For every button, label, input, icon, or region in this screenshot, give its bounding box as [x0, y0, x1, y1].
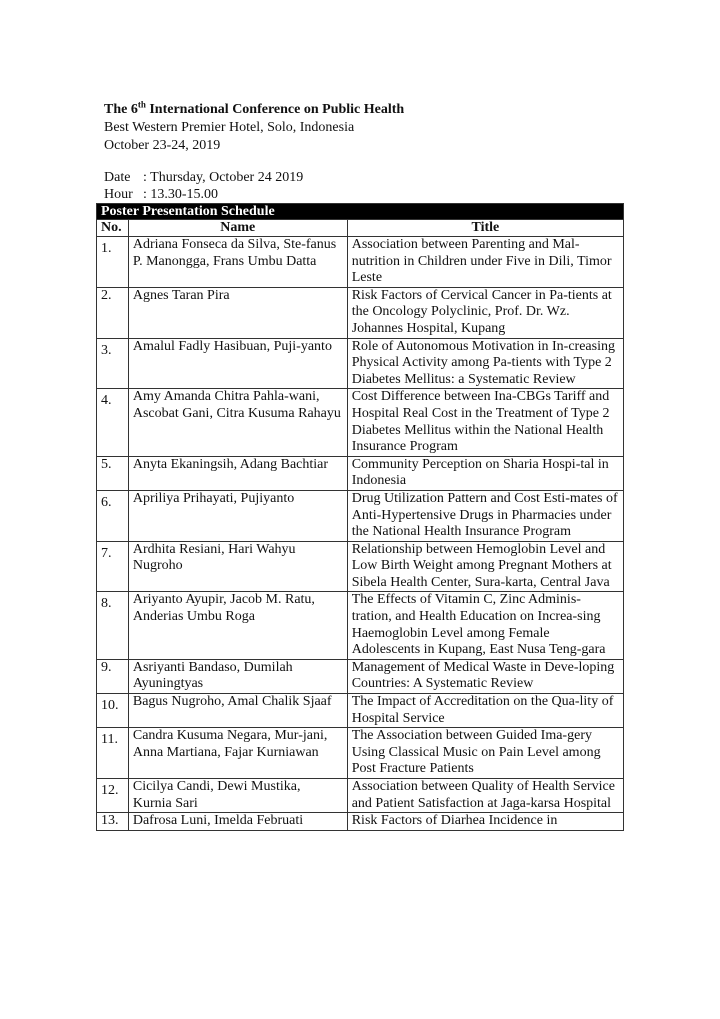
table-row [97, 592, 624, 659]
table-row [97, 237, 624, 288]
row-authors: Cicilya Candi, Dewi Mustika, Kurnia Sari [128, 779, 347, 813]
table-row [97, 287, 624, 338]
row-title: The Association between Guided Ima-gery Using Classical Music on Pain Level among Post Fracture Patients [347, 728, 623, 779]
row-title: The Impact of Accreditation on the Qua-lity of Hospital Service [347, 694, 623, 728]
row-title: Role of Autonomous Motivation in In-creasing Physical Activity among Pa-tients with Type 2 Diabetes Mellitus: a Systematic Review [347, 338, 623, 389]
date-value: : Thursday, October 24 2019 [143, 170, 304, 185]
row-title: Risk Factors of Diarhea Incidence in [347, 813, 623, 831]
row-number: 9. [97, 659, 129, 693]
poster-schedule-table [96, 203, 624, 831]
row-title: Community Perception on Sharia Hospi-tal in Indonesia [347, 456, 623, 490]
document-header [104, 101, 404, 155]
row-authors: Amalul Fadly Hasibuan, Puji-yanto [128, 338, 347, 389]
row-number: 8. [97, 592, 129, 659]
conference-title [104, 101, 404, 119]
table-header-row [97, 220, 624, 237]
row-authors: Agnes Taran Pira [128, 287, 347, 338]
row-title: Cost Difference between Ina-CBGs Tariff and Hospital Real Cost in the Treatment of Type 2 Diabetes Mellitus within the National Health Insurance Program [347, 389, 623, 456]
venue: Best Western Premier Hotel, Solo, Indonesia [104, 120, 355, 135]
table-row [97, 813, 624, 831]
row-number: 13. [97, 813, 129, 831]
row-number: 11. [97, 728, 129, 779]
row-authors: Amy Amanda Chitra Pahla-wani, Ascobat Gani, Citra Kusuma Rahayu [128, 389, 347, 456]
table-row [97, 779, 624, 813]
hour-label: Hour [104, 187, 133, 202]
title-superscript: th [137, 99, 146, 110]
row-title: Association between Quality of Health Service and Patient Satisfaction at Jaga-karsa Hospital [347, 779, 623, 813]
row-title: Risk Factors of Cervical Cancer in Pa-tients at the Oncology Polyclinic, Prof. Dr. Wz. Johannes Hospital, Kupang [347, 287, 623, 338]
row-authors: Apriliya Prihayati, Pujiyanto [128, 490, 347, 541]
row-number: 3. [97, 338, 129, 389]
hour-value: : 13.30-15.00 [143, 187, 219, 202]
column-header-name: Name [128, 220, 347, 237]
row-title: Drug Utilization Pattern and Cost Esti-mates of Anti-Hypertensive Drugs in Pharmacies under the National Health Insurance Program [347, 490, 623, 541]
row-authors: Anyta Ekaningsih, Adang Bachtiar [128, 456, 347, 490]
row-authors: Ariyanto Ayupir, Jacob M. Ratu, Anderias Umbu Roga [128, 592, 347, 659]
table-row [97, 389, 624, 456]
row-authors: Adriana Fonseca da Silva, Ste-fanus P. Manongga, Frans Umbu Datta [128, 237, 347, 288]
row-number: 2. [97, 287, 129, 338]
title-prefix: The 6 [104, 102, 138, 117]
conference-dates: October 23-24, 2019 [104, 138, 221, 153]
row-authors: Asriyanti Bandaso, Dumilah Ayuningtyas [128, 659, 347, 693]
table-banner: Poster Presentation Schedule [97, 204, 624, 220]
column-header-no: No. [97, 220, 129, 237]
table-banner-row [97, 204, 624, 220]
row-authors: Bagus Nugroho, Amal Chalik Sjaaf [128, 694, 347, 728]
table-row [97, 338, 624, 389]
row-authors: Ardhita Resiani, Hari Wahyu Nugroho [128, 541, 347, 592]
date-row [104, 169, 303, 186]
row-number: 6. [97, 490, 129, 541]
table-row [97, 694, 624, 728]
row-number: 4. [97, 389, 129, 456]
row-authors: Dafrosa Luni, Imelda Februati [128, 813, 347, 831]
row-number: 5. [97, 456, 129, 490]
row-number: 10. [97, 694, 129, 728]
date-label: Date [104, 170, 131, 185]
row-title: Association between Parenting and Mal-nutrition in Children under Five in Dili, Timor Leste [347, 237, 623, 288]
column-header-title: Title [347, 220, 623, 237]
table-row [97, 456, 624, 490]
row-title: The Effects of Vitamin C, Zinc Adminis-tration, and Health Education on Increa-sing Haemoglobin Level among Female Adolescents in Kupang, East Nusa Teng-gara [347, 592, 623, 659]
row-title: Relationship between Hemoglobin Level and Low Birth Weight among Pregnant Mothers at Sibela Health Center, Sura-karta, Central Java [347, 541, 623, 592]
row-number: 1. [97, 237, 129, 288]
table-row [97, 728, 624, 779]
row-number: 12. [97, 779, 129, 813]
row-number: 7. [97, 541, 129, 592]
row-title: Management of Medical Waste in Deve-loping Countries: A Systematic Review [347, 659, 623, 693]
table-row [97, 490, 624, 541]
table-row [97, 541, 624, 592]
hour-row [104, 186, 303, 203]
table-row [97, 659, 624, 693]
title-suffix: International Conference on Public Health [145, 102, 405, 117]
session-meta [104, 169, 303, 203]
row-authors: Candra Kusuma Negara, Mur-jani, Anna Martiana, Fajar Kurniawan [128, 728, 347, 779]
